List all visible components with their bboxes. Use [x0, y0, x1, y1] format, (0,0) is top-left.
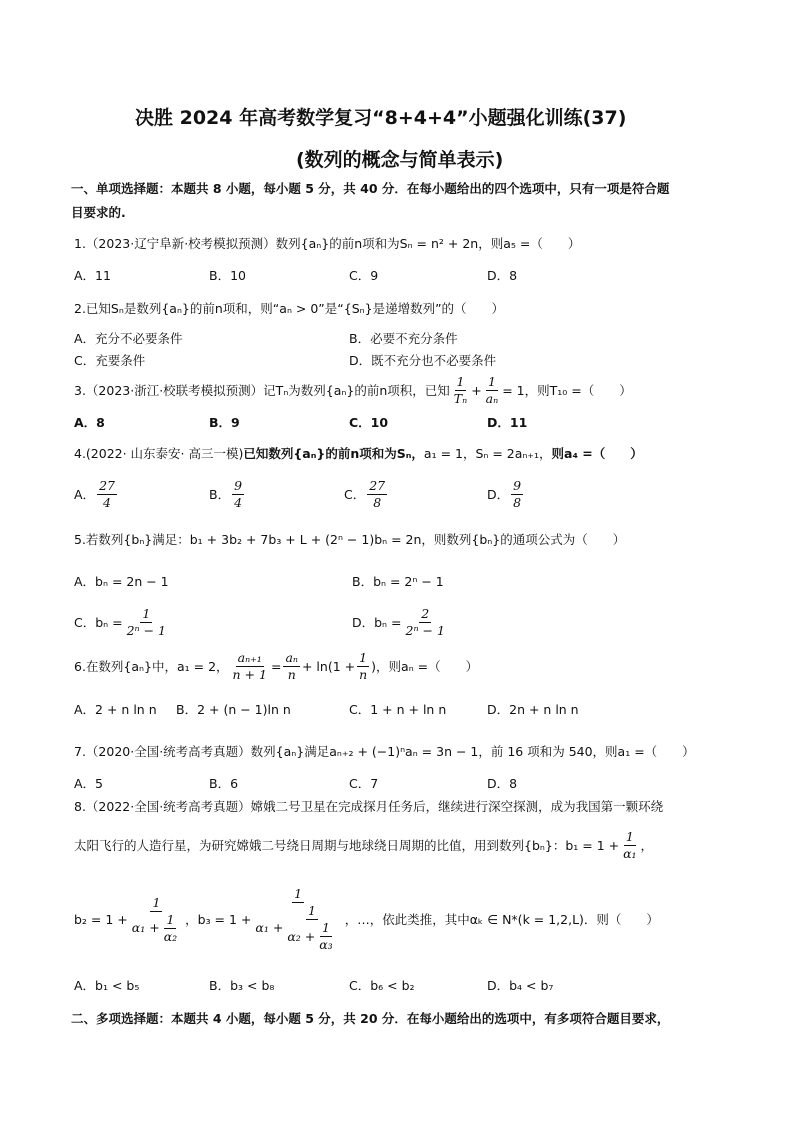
question-8-stem-line2: [74, 829, 653, 862]
q1-option-a[interactable]: A．11: [74, 268, 111, 283]
q8-b3-prefix: ，b₃ = 1 +: [185, 911, 252, 927]
section2-header: 二、多项选择题：本题共 4 小题，每小题 5 分，共 20 分．在每小题给出的选项中，有多项符合题目要求，: [71, 1011, 670, 1026]
section1-header-cont: 目要求的.: [71, 205, 126, 220]
q5-option-d[interactable]: [352, 606, 449, 639]
q6-fraction-2: [283, 650, 300, 683]
q8-b2-den-a: α₁ +: [131, 920, 160, 935]
q8-option-d[interactable]: D．b₄ < b₇: [487, 978, 554, 993]
q6-f1-den: n + 1: [232, 667, 267, 682]
q4-option-b-num: 9: [234, 478, 243, 493]
q5-option-c-label: C．bₙ =: [74, 614, 123, 630]
q8-b3-den: [253, 903, 342, 953]
q8-b3-innermost-num: 1: [321, 920, 330, 935]
q3-stem-end: = 1，则T₁₀ =（ ）: [502, 382, 632, 398]
q6-fraction-1: [231, 650, 269, 683]
q4-option-a-label: A．: [74, 486, 96, 502]
q8-b2-prefix: b₂ = 1 +: [74, 911, 128, 927]
q4-option-d-fraction: [511, 478, 523, 511]
q4-option-d-label: D．: [487, 486, 510, 502]
q8-b2-inner-num: 1: [166, 911, 175, 927]
q5-option-d-num: 2: [421, 606, 430, 621]
q4-option-d-den: 8: [513, 495, 522, 510]
q4-option-c-label: C．: [344, 486, 366, 502]
q5-option-d-fraction: [404, 606, 447, 639]
q3-fraction-1: [452, 374, 469, 407]
q4-stem-bold: 已知数列{aₙ}的前n项和为Sₙ，: [243, 446, 424, 461]
q7-option-c[interactable]: C．7: [349, 776, 379, 791]
q3-frac1-num: 1: [456, 374, 465, 389]
q8-b1-fraction: [621, 829, 638, 862]
q8-b3-inner-den: [285, 920, 338, 953]
question-1-stem: 1.（2023·辽宁阜新·校考模拟预测）数列{aₙ}的前n项和为Sₙ = n² + 2n，则a₅ =（ ）: [74, 236, 581, 251]
q5-option-d-label: D．bₙ =: [352, 614, 402, 630]
q4-option-b-label: B．: [209, 486, 231, 502]
question-4-stem: [74, 446, 643, 462]
q8-b1-den: α₁: [623, 846, 637, 861]
q6-option-c[interactable]: C．1 + n + ln n: [349, 702, 447, 717]
q8-option-a[interactable]: A．b₁ < b₅: [74, 978, 140, 993]
q8-b3-inner-num: 1: [308, 903, 316, 918]
q3-option-d[interactable]: D．11: [487, 415, 528, 430]
question-2-stem: 2.已知Sₙ是数列{aₙ}的前n项和，则“aₙ > 0”是“{Sₙ}是递增数列”的（ ）: [74, 301, 505, 316]
q6-f2-den: n: [287, 667, 296, 682]
q5-option-c[interactable]: [74, 606, 170, 639]
q3-plus: +: [471, 382, 482, 398]
question-8-stem-line3: [74, 886, 659, 953]
q4-option-a-den: 4: [103, 495, 111, 510]
q6-option-d[interactable]: D．2n + n ln n: [487, 702, 579, 717]
question-5-stem: 5.若数列{bₙ}满足：b₁ + 3b₂ + 7b₃ + L + (2ⁿ − 1)bₙ = 2n，则数列{bₙ}的通项公式为（ ）: [74, 532, 626, 547]
q8-b3-inner-fraction: [285, 903, 338, 953]
q8-b3-innermost-den: α₃: [319, 937, 333, 952]
q5-option-c-den: 2ⁿ − 1: [126, 623, 166, 638]
q8-line2-text: 太阳飞行的人造行星，为研究嫦娥二号绕日周期与地球绕日周期的比值，用到数列{bₙ}：b₁ = 1 +: [74, 837, 620, 853]
q4-option-c-den: 8: [373, 495, 382, 510]
q4-stem-end: 则a₄ =（ ）: [551, 446, 643, 461]
q8-option-b[interactable]: B．b₃ < b₈: [209, 978, 275, 993]
q8-b3-den-a: α₁ +: [255, 920, 284, 935]
q6-fraction-3: [357, 650, 369, 683]
q3-frac1-den: Tₙ: [453, 391, 468, 406]
q4-option-a[interactable]: [74, 478, 119, 511]
q2-option-b[interactable]: B．必要不充分条件: [349, 331, 458, 346]
q5-option-a[interactable]: A．bₙ = 2n − 1: [74, 574, 169, 589]
q6-option-b[interactable]: B．2 + (n − 1)ln n: [176, 702, 291, 717]
page-title: 决胜 2024 年高考数学复习“8+4+4”小题强化训练(37): [135, 107, 627, 129]
q8-b1-num: 1: [625, 829, 634, 844]
question-7-stem: 7.（2020·全国·统考高考真题）数列{aₙ}满足aₙ₊₂ + (−1)ⁿaₙ = 3n − 1，前 16 项和为 540，则a₁ =（ ）: [74, 744, 695, 759]
q8-b2-inner-fraction: [162, 912, 179, 945]
question-8-stem-line1: 8.（2022·全国·统考高考真题）嫦娥二号卫星在完成探月任务后，继续进行深空探测，成为我国第一颗环绕: [74, 799, 664, 814]
q4-stem-formula: a₁ = 1，Sₙ = 2aₙ₊₁，: [423, 446, 552, 461]
q4-option-a-num: 27: [99, 478, 115, 493]
q6-f3-den: n: [359, 667, 368, 682]
q4-option-c[interactable]: [344, 478, 389, 511]
q2-option-d[interactable]: D．既不充分也不必要条件: [349, 353, 497, 368]
q5-option-c-num: 1: [142, 606, 151, 621]
q8-b3-num: 1: [294, 886, 303, 901]
q4-option-d[interactable]: [487, 478, 525, 511]
q7-option-d[interactable]: D．8: [487, 776, 518, 791]
q2-option-c[interactable]: C．充要条件: [74, 353, 146, 368]
q8-b2-den: [130, 912, 183, 945]
q5-option-c-fraction: [125, 606, 168, 639]
q8-b2-fraction: [130, 895, 183, 945]
q8-comma: ，: [640, 837, 654, 853]
q8-b3-innermost-fraction: [317, 920, 334, 953]
q8-option-c[interactable]: C．b₆ < b₂: [349, 978, 415, 993]
q3-option-c[interactable]: C．10: [349, 415, 389, 430]
q4-option-c-num: 27: [369, 478, 386, 493]
q8-b3-fraction: [253, 886, 342, 953]
q7-option-b[interactable]: B．6: [209, 776, 239, 791]
q3-fraction-2: [484, 374, 501, 407]
section1-header: 一、单项选择题：本题共 8 小题，每小题 5 分，共 40 分．在每小题给出的四个选项中，只有一项是符合题: [71, 181, 670, 196]
q4-option-b[interactable]: [209, 478, 246, 511]
q1-option-c[interactable]: C．9: [349, 268, 379, 283]
q4-source: 4.(2022· 山东泰安· 高三一模): [74, 446, 244, 461]
q5-option-d-den: 2ⁿ − 1: [405, 623, 445, 638]
q7-option-a[interactable]: A．5: [74, 776, 104, 791]
q4-option-d-num: 9: [513, 478, 522, 493]
q4-option-c-fraction: [367, 478, 387, 511]
q6-f2-num: aₙ: [285, 650, 298, 665]
q4-option-b-den: 4: [234, 495, 243, 510]
q6-stem-end: )，则aₙ =（ ）: [371, 658, 479, 674]
q6-stem-start: 6.在数列{aₙ}中，a₁ = 2，: [74, 658, 229, 674]
q8-b2-num: 1: [152, 894, 161, 910]
q6-eq: =: [270, 658, 282, 674]
q1-option-d[interactable]: D．8: [487, 268, 518, 283]
q3-frac2-num: 1: [487, 374, 496, 389]
q2-option-a[interactable]: A．充分不必要条件: [74, 331, 183, 346]
q8-b3-inner-den-a: α₂ +: [287, 928, 316, 944]
q3-option-a[interactable]: A．8: [74, 415, 105, 430]
q6-f3-num: 1: [359, 650, 368, 665]
q8-b2-inner-den: α₂: [163, 928, 178, 944]
q5-option-b[interactable]: B．bₙ = 2ⁿ − 1: [352, 574, 444, 589]
q3-stem-start: 3.（2023·浙江·校联考模拟预测）记Tₙ为数列{aₙ}的前n项积，已知: [74, 382, 450, 398]
q3-option-b[interactable]: B．9: [209, 415, 240, 430]
q4-option-a-fraction: [97, 478, 117, 511]
q4-option-b-fraction: [232, 478, 244, 511]
question-6-stem: [74, 650, 478, 683]
q6-f1-num: aₙ₊₁: [237, 650, 262, 665]
q6-option-a[interactable]: A．2 + n ln n: [74, 702, 157, 717]
q8-line3-tail: ，…，依此类推，其中αₖ ∈ N*(k = 1,2,L)．则（ ）: [344, 911, 659, 927]
question-3-stem: [74, 374, 632, 407]
page-subtitle: (数列的概念与简单表示): [296, 149, 504, 171]
q3-frac2-den: aₙ: [485, 391, 499, 406]
q6-mid: + ln(1 +: [301, 658, 356, 674]
q1-option-b[interactable]: B．10: [209, 268, 246, 283]
